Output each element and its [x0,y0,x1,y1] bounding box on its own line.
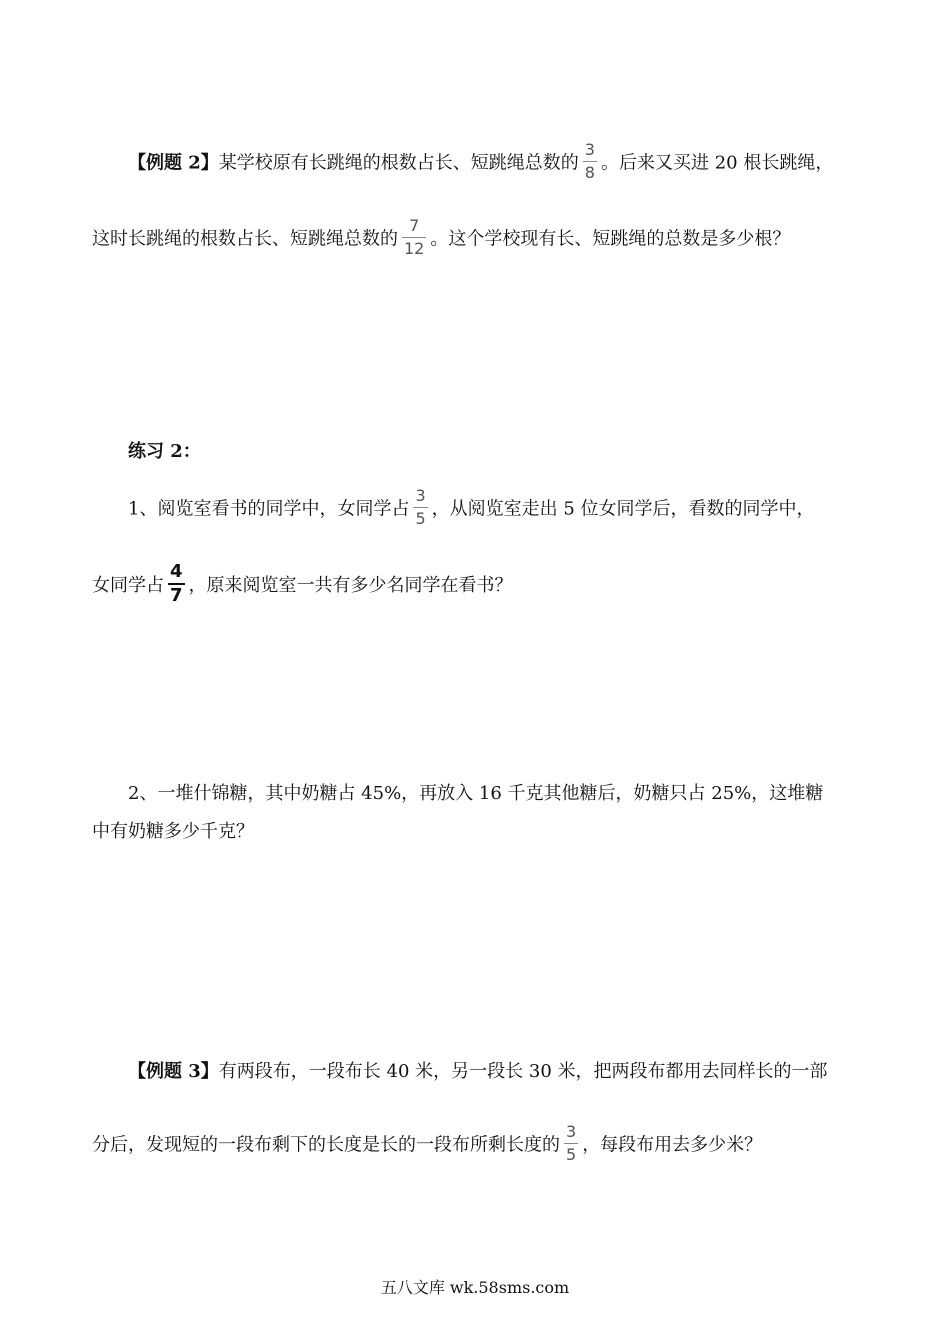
example2-text-a: 某学校原有长跳绳的根数占长、短跳绳总数的 [218,152,579,174]
practice2-title: 练习 2： [128,441,201,462]
q1-text-c: 女同学占 [92,575,164,596]
example2-tag: 【例题 2】 [128,152,219,174]
q1-text-d: ，原来阅览室一共有多少名同学在看书？ [188,575,513,596]
example3-tag: 【例题 3】 [128,1061,219,1082]
example2-line1 [128,142,833,185]
practice2-q1-line1 [128,488,815,531]
example2-text-c: 这时长跳绳的根数占长、短跳绳总数的 [92,228,398,250]
example3-line2 [92,1124,762,1167]
example3-text-b: 分后，发现短的一段布剩下的长度是长的一段布所剩长度的 [92,1134,560,1156]
fraction-4-7: $\frac{4}{7}$ [170,561,183,606]
practice2-q1-line2 [92,561,513,608]
fraction-3-5: $\frac{3}{5}$ [415,486,426,528]
q1-text-b: ，从阅览室走出 5 位女同学后，看数的同学中， [431,498,815,520]
example2-text-b: 。后来又买进 20 根长跳绳， [600,152,834,174]
page-footer: 五八文库 wk.58sms.com [380,1278,570,1297]
example3-text-a: 有两段布，一段布长 40 米，另一段长 30 米，把两段布都用去同样长的一部 [218,1061,828,1082]
example3-text-c: ，每段布用去多少米？ [582,1134,763,1156]
practice2-q2-line1: 2、一堆什锦糖，其中奶糖占 45%，再放入 16 千克其他糖后，奶糖只占 25%，这堆糖 [128,783,824,804]
q1-text-a: 1、阅览室看书的同学中，女同学占 [128,498,410,520]
example3-line1 [128,1060,828,1084]
example2-text-d: 。这个学校现有长、短跳绳的总数是多少根？ [430,228,791,250]
practice2-q2-line2: 中有奶糖多少千克？ [92,821,254,842]
example2-line2 [92,218,790,261]
fraction-3-8: $\frac{3}{8}$ [584,140,595,182]
fraction-3-5-b: $\frac{3}{5}$ [566,1122,577,1164]
fraction-7-12: $\frac{7}{12}$ [404,216,425,258]
